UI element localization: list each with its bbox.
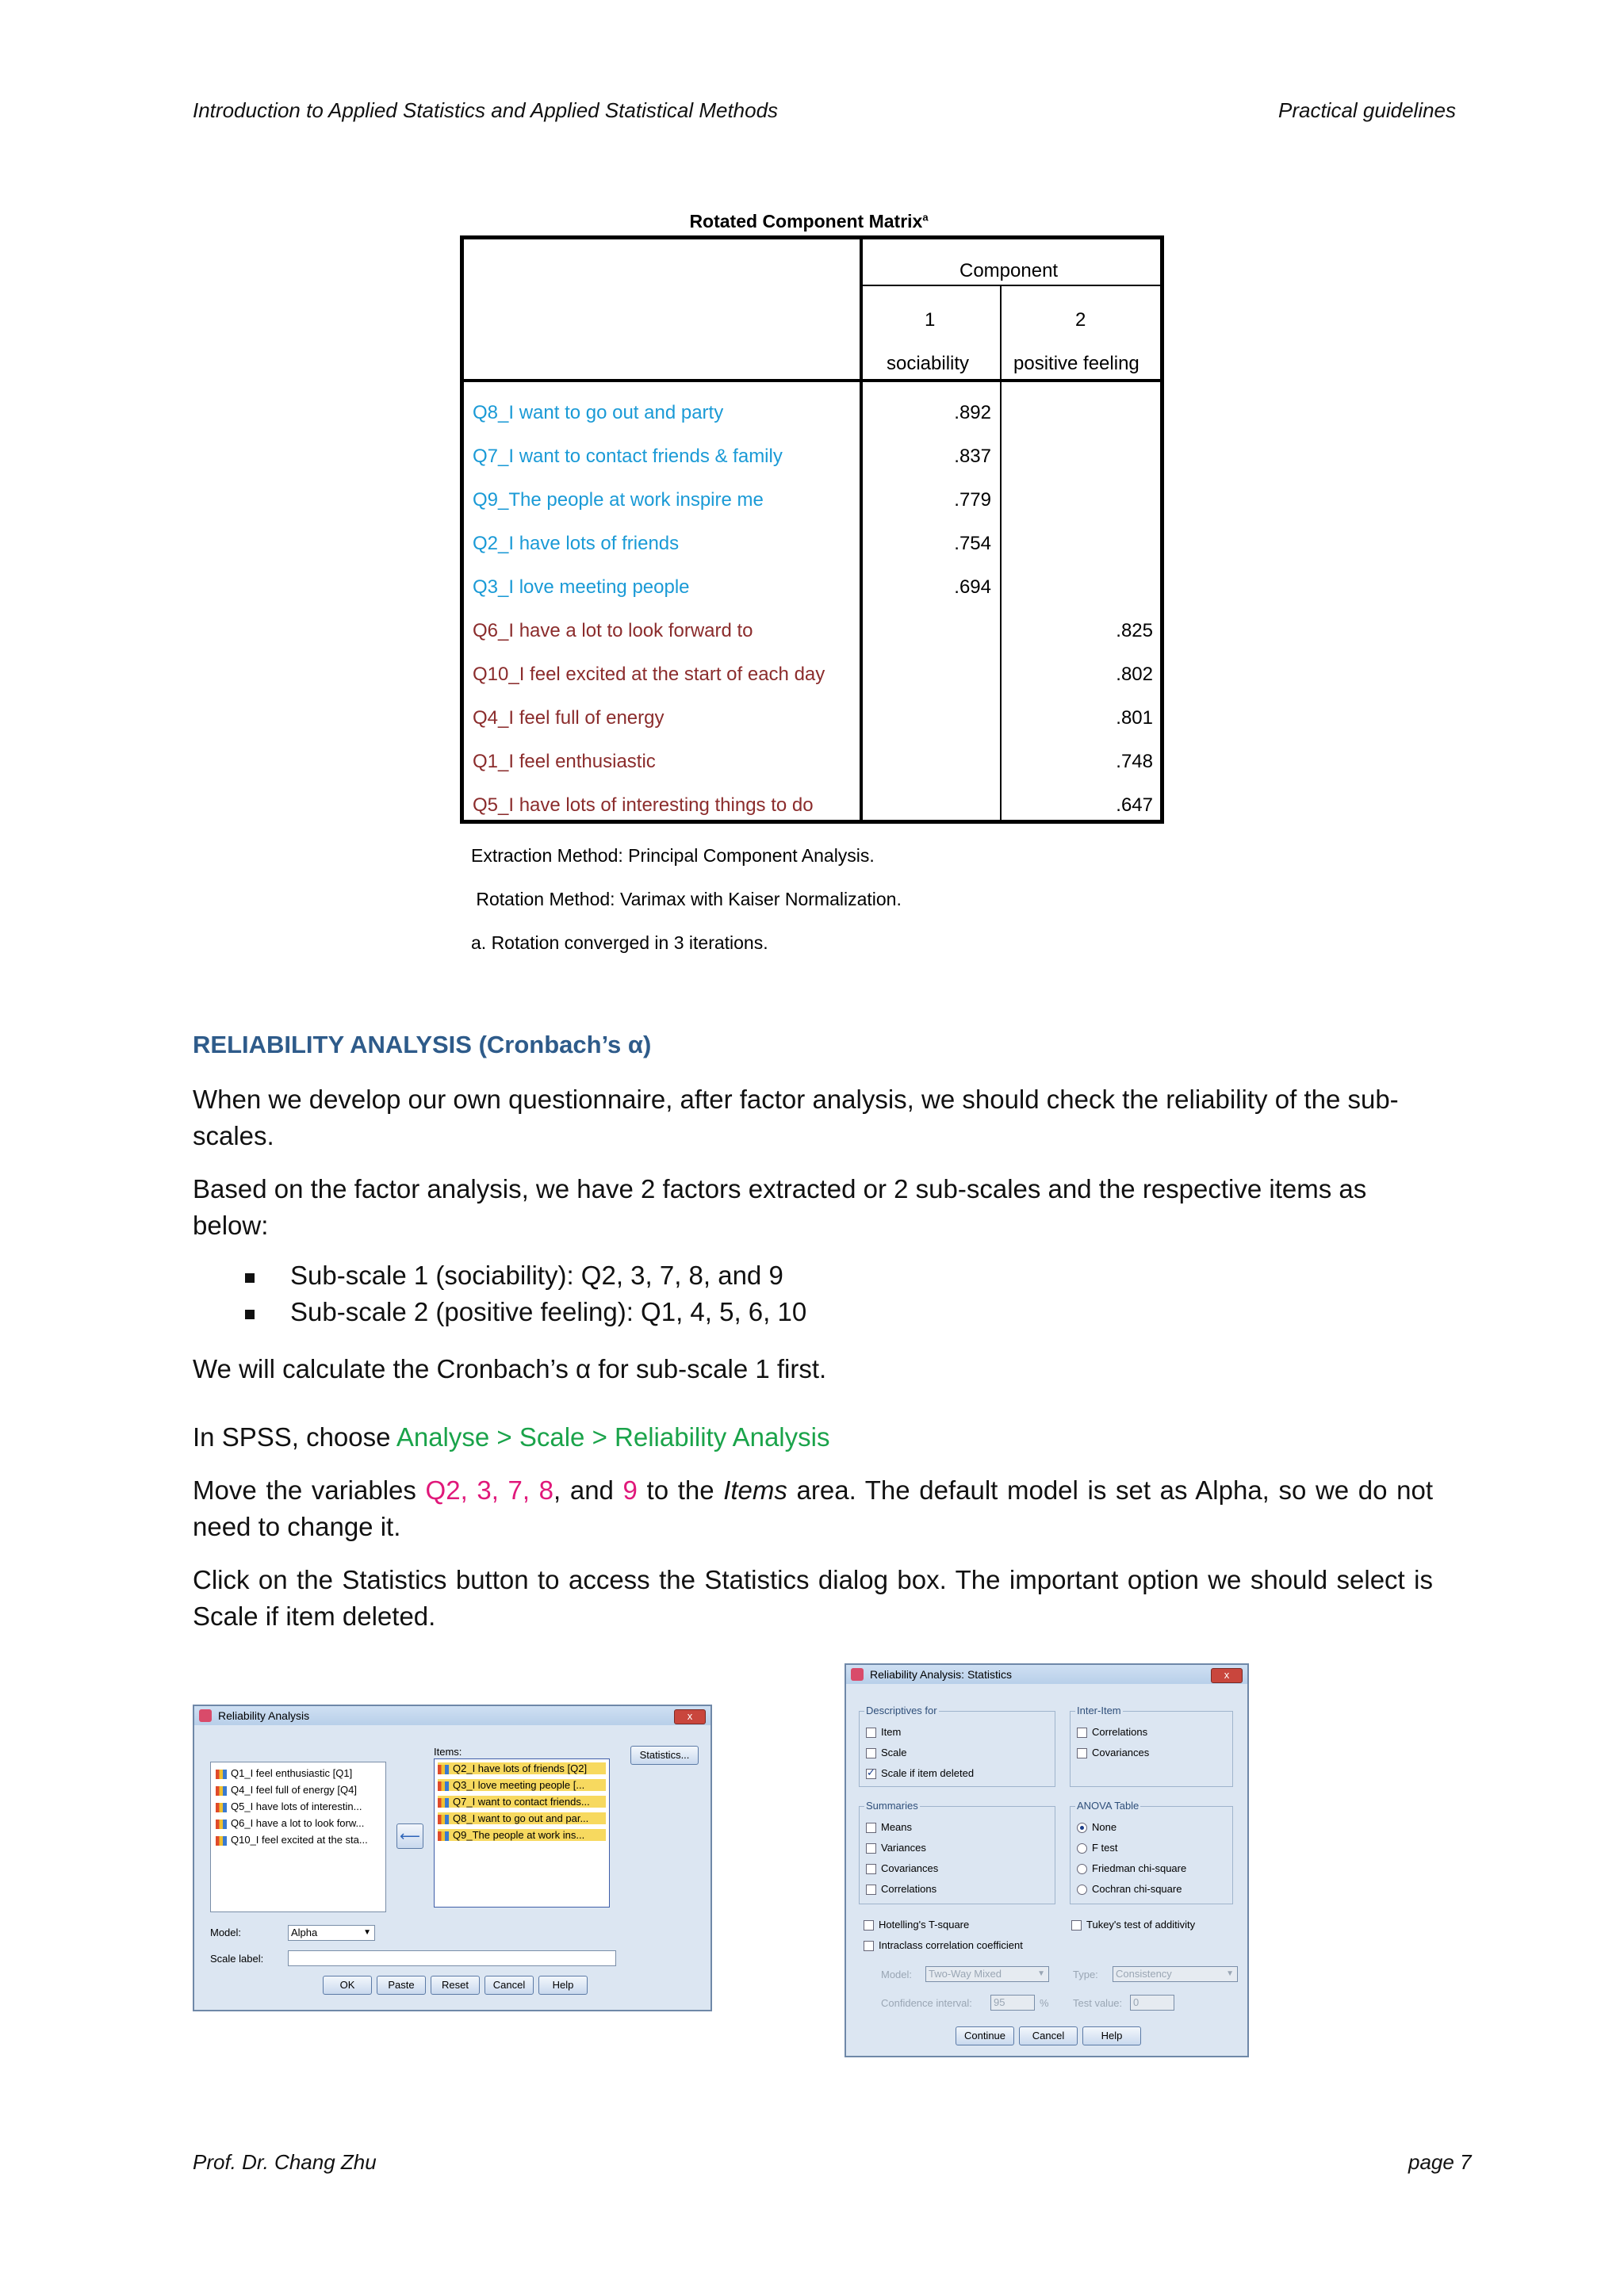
paste-button[interactable]: Paste (377, 1976, 426, 1995)
loading-c1: .694 (954, 576, 991, 598)
anova-table-group (1070, 1800, 1233, 1904)
footer-page-number: page 7 (1408, 2150, 1472, 2174)
paragraph-move-variables (193, 1472, 1433, 1545)
checkbox-label: Means (881, 1821, 913, 1833)
loading-c1: .837 (954, 446, 991, 467)
table-row-label: Q10_I feel excited at the start of each day (473, 664, 825, 685)
list-item-label: Q9_The people at work ins... (453, 1829, 585, 1841)
scale-variable-icon (438, 1831, 449, 1841)
radio-label: Friedman chi-square (1092, 1862, 1187, 1874)
scale-variable-icon (216, 1786, 227, 1796)
paragraph-intro: When we develop our own questionnaire, after factor analysis, we should check the reliability of the sub-scales. (193, 1085, 1399, 1150)
inter-item-title: Inter-Item (1077, 1705, 1121, 1716)
spss-app-icon (199, 1709, 212, 1722)
model-select[interactable] (288, 1925, 375, 1941)
descriptives-group (859, 1705, 1055, 1787)
model-select-value: Alpha (291, 1927, 318, 1938)
radio-label: Cochran chi-square (1092, 1883, 1182, 1895)
inter-item-group (1070, 1705, 1233, 1787)
summaries-group (859, 1800, 1055, 1904)
list-item-label: Q7_I want to contact friends... (453, 1796, 590, 1808)
scale-checkbox[interactable] (866, 1747, 907, 1758)
test-value-input[interactable]: 0 (1130, 1995, 1174, 2011)
scale-variable-icon (216, 1770, 227, 1779)
chevron-down-icon: ▼ (1037, 1969, 1045, 1978)
radio-label: F test (1092, 1842, 1118, 1854)
icc-model-label: Model: (881, 1969, 913, 1980)
dialog-titlebar (846, 1665, 1247, 1684)
table-title (619, 211, 999, 232)
table-row-label: Q2_I have lots of friends (473, 533, 680, 554)
menu-path-prefix: In SPSS, choose (193, 1422, 396, 1452)
test-value-label: Test value: (1073, 1997, 1123, 2009)
anova-f-test-radio[interactable] (1077, 1842, 1118, 1854)
loading-c1: .892 (954, 402, 991, 423)
table-row-label: Q6_I have a lot to look forward to (473, 620, 753, 641)
checkbox-label: Scale (881, 1747, 907, 1758)
descriptives-title: Descriptives for (866, 1705, 937, 1716)
list-item-label: Q3_I love meeting people [... (453, 1779, 585, 1791)
icc-type-value: Consistency (1116, 1968, 1172, 1980)
hotelling-checkbox[interactable] (864, 1919, 969, 1931)
ok-button[interactable]: OK (323, 1976, 372, 1995)
chevron-down-icon: ▼ (363, 1928, 371, 1937)
checkbox-box (866, 1885, 876, 1895)
bullet-marker (245, 1273, 255, 1283)
list-item[interactable] (438, 1829, 606, 1841)
reliability-analysis-dialog (193, 1705, 712, 2011)
bullet-subscale-2: Sub-scale 2 (positive feeling): Q1, 4, 5, 6, 10 (290, 1297, 807, 1326)
help-button[interactable]: Help (538, 1976, 588, 1995)
chevron-down-icon: ▼ (1226, 1969, 1234, 1978)
loading-c1: .779 (954, 489, 991, 511)
component-header: Component (959, 260, 1059, 281)
statistics-button[interactable]: Statistics... (630, 1746, 699, 1765)
bullet-subscale-1: Sub-scale 1 (sociability): Q2, 3, 7, 8, and 9 (290, 1261, 783, 1290)
checkbox-label: Intraclass correlation coefficient (879, 1939, 1023, 1951)
scale-variable-icon (438, 1798, 449, 1808)
list-item[interactable] (438, 1796, 606, 1808)
scale-variable-icon (438, 1781, 449, 1791)
checkbox-box (866, 1748, 876, 1758)
table-footnote-extraction: Extraction Method: Principal Component Analysis. (471, 845, 875, 866)
checkbox-label: Hotelling's T-square (879, 1919, 970, 1931)
checkbox-box (864, 1920, 874, 1931)
text-part: to the (637, 1475, 724, 1505)
list-item[interactable] (438, 1762, 606, 1774)
list-item[interactable] (216, 1834, 368, 1846)
list-item-label: Q5_I have lots of interestin... (231, 1800, 362, 1812)
table-row-label: Q3_I love meeting people (473, 576, 690, 598)
loading-c2: .748 (1116, 751, 1153, 772)
table-divider-comp-cols (1000, 286, 1002, 824)
cancel-button[interactable]: Cancel (485, 1976, 534, 1995)
checkbox-box (866, 1728, 876, 1738)
intraclass-checkbox[interactable] (864, 1939, 1023, 1951)
scale-if-item-deleted-checkbox[interactable] (866, 1767, 974, 1779)
footer-author: Prof. Dr. Chang Zhu (193, 2150, 377, 2174)
dialog-title: Reliability Analysis (218, 1709, 310, 1722)
variables-highlight: Q2, 3, 7, 8 (425, 1475, 554, 1505)
checkbox-box (866, 1823, 876, 1833)
icc-type-label: Type: (1073, 1969, 1098, 1980)
spss-app-icon (851, 1668, 864, 1681)
move-arrow-button[interactable] (396, 1823, 423, 1849)
correlations-checkbox[interactable] (1077, 1726, 1147, 1738)
component-1-number: 1 (925, 309, 936, 331)
list-item[interactable] (216, 1784, 357, 1796)
scale-variable-icon (438, 1815, 449, 1824)
list-item[interactable] (216, 1817, 364, 1829)
list-item-label: Q2_I have lots of friends [Q2] (453, 1762, 588, 1774)
component-2-name: positive feeling (1013, 353, 1139, 374)
paragraph-factors: Based on the factor analysis, we have 2 factors extracted or 2 sub-scales and the respective items as below: (193, 1174, 1367, 1240)
items-list[interactable] (434, 1758, 610, 1908)
list-item-label: Q8_I want to go out and par... (453, 1812, 589, 1824)
cancel-button[interactable]: Cancel (1019, 2026, 1078, 2045)
list-item[interactable] (216, 1800, 362, 1812)
table-row-label: Q7_I want to contact friends & family (473, 446, 783, 467)
anova-friedman-radio[interactable] (1077, 1862, 1186, 1874)
icc-model-value: Two-Way Mixed (929, 1968, 1002, 1980)
reset-button[interactable]: Reset (431, 1976, 480, 1995)
checkbox-label: Scale if item deleted (881, 1767, 975, 1779)
rotated-component-matrix (460, 235, 1164, 824)
confidence-interval-input[interactable]: 95 (990, 1995, 1035, 2011)
loading-c2: .647 (1116, 794, 1153, 816)
item-checkbox[interactable] (866, 1726, 901, 1738)
checkbox-box (1071, 1920, 1082, 1931)
items-emphasis: Items (723, 1475, 787, 1505)
close-button[interactable]: x (674, 1709, 706, 1724)
table-title-footnote-marker: a (922, 211, 929, 224)
scale-variable-icon (438, 1765, 449, 1774)
table-row-label: Q4_I feel full of energy (473, 707, 665, 729)
checkbox-label: Variances (881, 1842, 926, 1854)
items-label: Items: (434, 1746, 462, 1758)
paragraph-cronbach: We will calculate the Cronbach’s α for sub-scale 1 first. (193, 1354, 827, 1383)
running-header-title: Introduction to Applied Statistics and Applied Statistical Methods (193, 98, 779, 122)
paragraph-statistics-button: Click on the Statistics button to access the Statistics dialog box. The important option we should select is Scale if item deleted. (193, 1565, 1433, 1631)
text-part: area. The default model is set as Alpha, so we do not need to change it. (193, 1475, 1434, 1541)
paragraph-spss-menu (193, 1419, 1433, 1456)
icc-type-select[interactable] (1113, 1966, 1238, 1982)
loading-c1: .754 (954, 533, 991, 554)
table-row-label: Q8_I want to go out and party (473, 402, 724, 423)
list-item-label: Q1_I feel enthusiastic [Q1] (231, 1767, 353, 1779)
percent-sign: % (1040, 1997, 1049, 2009)
table-divider-label-col (860, 235, 863, 824)
loading-c2: .802 (1116, 664, 1153, 685)
checkbox-label: Correlations (1092, 1726, 1148, 1738)
table-footnote-rotation: Rotation Method: Varimax with Kaiser Normalization. (471, 889, 902, 909)
radio-icon (1077, 1864, 1087, 1874)
means-checkbox[interactable] (866, 1821, 912, 1833)
table-divider-component-header (860, 285, 1164, 286)
running-header-section: Practical guidelines (1278, 98, 1457, 122)
checkmark-icon: ✓ (867, 1766, 875, 1779)
radio-label: None (1092, 1821, 1117, 1833)
help-button[interactable]: Help (1082, 2026, 1141, 2045)
variances-checkbox[interactable] (866, 1842, 926, 1854)
component-2-number: 2 (1075, 309, 1086, 331)
table-divider-header (460, 379, 1164, 382)
radio-icon (1077, 1843, 1087, 1854)
loading-c2: .801 (1116, 707, 1153, 729)
list-item-label: Q6_I have a lot to look forw... (231, 1817, 365, 1829)
checkbox-label: Item (881, 1726, 902, 1738)
source-variable-list[interactable] (210, 1762, 386, 1912)
list-item[interactable] (438, 1779, 606, 1791)
variable-9-highlight: 9 (622, 1475, 638, 1505)
confidence-interval-label: Confidence interval: (881, 1997, 972, 2009)
checkbox-box (866, 1843, 876, 1854)
text-part: Move the variables (193, 1475, 426, 1505)
anova-cochran-radio[interactable] (1077, 1883, 1182, 1895)
icc-model-select[interactable] (925, 1966, 1049, 1982)
model-label: Model: (210, 1927, 242, 1938)
table-row-label: Q5_I have lots of interesting things to do (473, 794, 814, 816)
checkbox-box (864, 1941, 874, 1951)
scale-label-input[interactable] (288, 1950, 616, 1966)
scale-variable-icon (216, 1820, 227, 1829)
radio-icon (1077, 1885, 1087, 1895)
list-item[interactable] (438, 1812, 606, 1824)
anova-none-radio[interactable] (1077, 1821, 1116, 1833)
table-row-label: Q9_The people at work inspire me (473, 489, 764, 511)
dialog-title: Reliability Analysis: Statistics (870, 1668, 1012, 1681)
close-button[interactable]: x (1211, 1668, 1243, 1683)
table-title-text: Rotated Component Matrix (689, 211, 923, 232)
summary-covariances-checkbox[interactable] (866, 1862, 938, 1874)
dialog-titlebar (194, 1706, 710, 1725)
checkbox-box (866, 1864, 876, 1874)
checkbox-label: Covariances (1092, 1747, 1150, 1758)
covariances-checkbox[interactable] (1077, 1747, 1149, 1758)
reliability-statistics-dialog (845, 1663, 1249, 2057)
checkbox-box (1077, 1728, 1087, 1738)
table-row-label: Q1_I feel enthusiastic (473, 751, 656, 772)
summaries-title: Summaries (866, 1800, 918, 1812)
section-heading: RELIABILITY ANALYSIS (Cronbach’s α) (193, 1031, 652, 1058)
text-part: , and (553, 1475, 623, 1505)
list-item-label: Q10_I feel excited at the sta... (231, 1834, 368, 1846)
checkbox-label: Correlations (881, 1883, 937, 1895)
scale-variable-icon (216, 1836, 227, 1846)
bullet-marker (245, 1310, 255, 1319)
loading-c2: .825 (1116, 620, 1153, 641)
anova-title: ANOVA Table (1077, 1800, 1139, 1812)
component-1-name: sociability (887, 353, 970, 374)
tukey-checkbox[interactable] (1071, 1919, 1195, 1931)
arrow-left-icon: ⟵ (400, 1828, 420, 1844)
summary-correlations-checkbox[interactable] (866, 1883, 936, 1895)
radio-selected-icon (1077, 1823, 1087, 1833)
checkbox-box (1077, 1748, 1087, 1758)
scale-variable-icon (216, 1803, 227, 1812)
table-footnote-iterations: a. Rotation converged in 3 iterations. (471, 932, 768, 953)
continue-button[interactable]: Continue (956, 2026, 1014, 2045)
list-item[interactable] (216, 1767, 352, 1779)
list-item-label: Q4_I feel full of energy [Q4] (231, 1784, 357, 1796)
checkbox-label: Tukey's test of additivity (1086, 1919, 1196, 1931)
scale-label-caption: Scale label: (210, 1953, 264, 1965)
checkbox-label: Covariances (881, 1862, 939, 1874)
menu-path: Analyse > Scale > Reliability Analysis (396, 1422, 830, 1452)
